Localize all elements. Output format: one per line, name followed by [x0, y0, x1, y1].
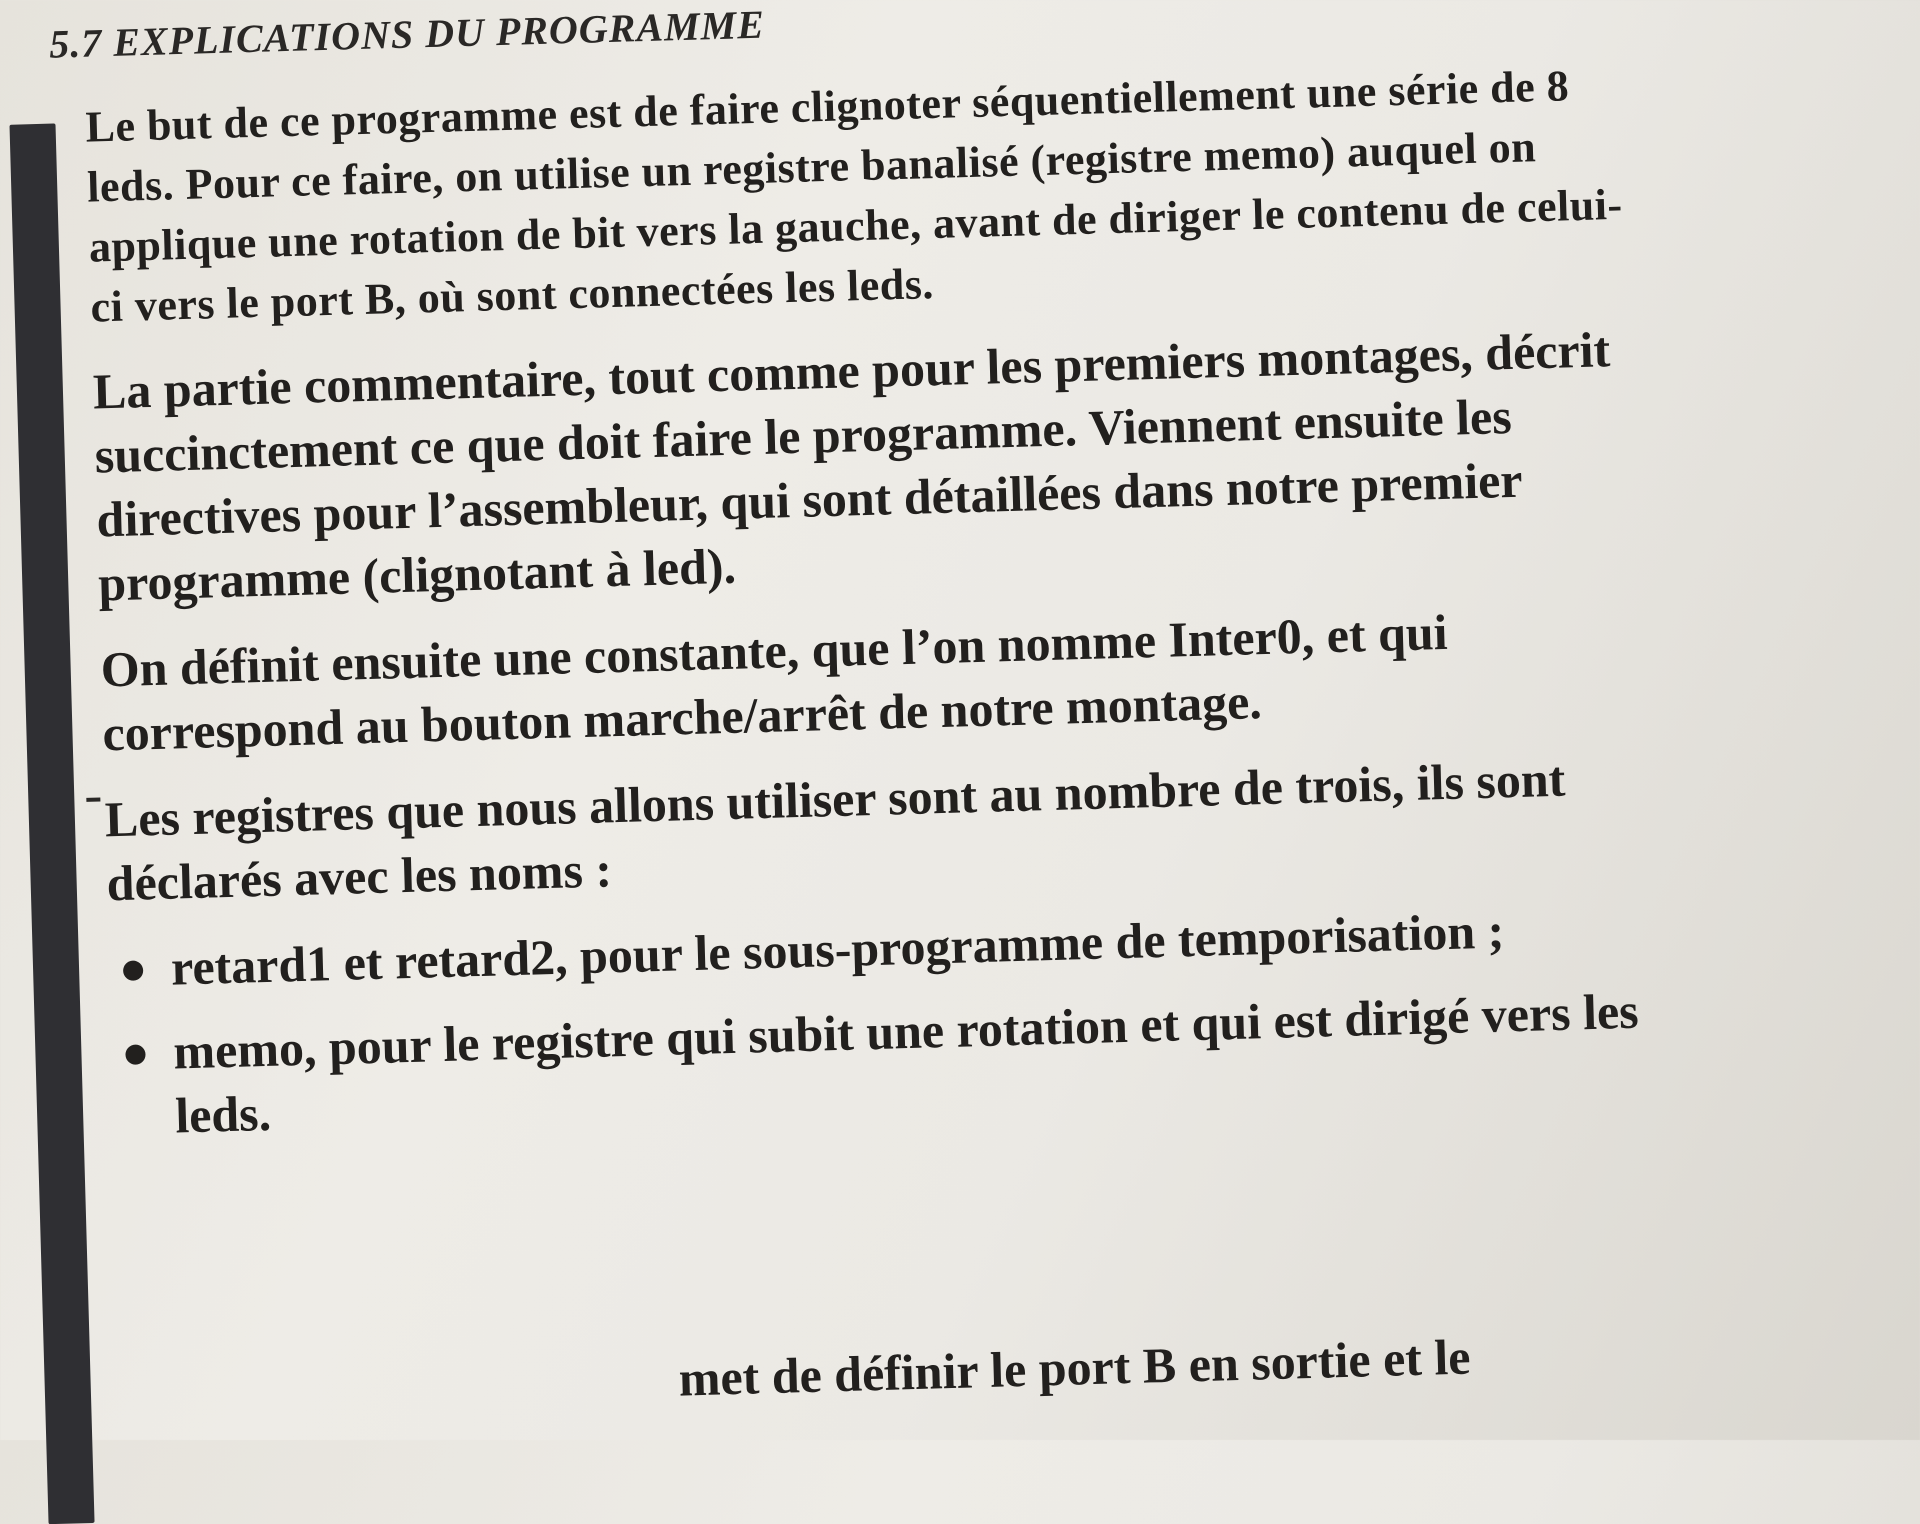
bullet-icon	[123, 960, 144, 981]
bullet-icon	[125, 1044, 146, 1065]
margin-bar	[9, 123, 94, 1524]
paragraph-commentaire: La partie commentaire, tout comme pour les premiers montages, décrit succinctement ce que doit faire le programme. Viennent ensuite les directives pour l’assembleur, qui sont détaillées dans notre premier programme (clignotant à led).	[92, 321, 1611, 612]
list-item	[111, 978, 1654, 1149]
body-text	[85, 55, 1654, 1170]
paragraph-registres: Les registres que nous allons utiliser sont au nombre de trois, ils sont déclarés avec les noms :	[104, 750, 1566, 912]
register-list	[108, 894, 1653, 1149]
section-heading: 5.7 EXPLICATIONS DU PROGRAMME	[48, 1, 766, 67]
paragraph-constante: On définit ensuite une constante, que l’on nomme Inter0, et qui correspond au bouton marche/arrêt de notre montage.	[99, 603, 1449, 762]
list-item-text: retard1 et retard2, pour le sous-programme de temporisation ;	[170, 902, 1505, 996]
cut-off-text-line: met de définir le port B en sortie et le	[677, 1328, 1472, 1407]
list-item-text: memo, pour le registre qui subit une rotation et qui est dirigé vers les leds.	[172, 982, 1640, 1144]
paragraph-intro: Le but de ce programme est de faire clignoter séquentiellement une série de 8 leds. Pour ce faire, on utilise un registre banalisé (registre memo) auquel on applique une rotation de bit vers la gauche, avant de diriger le contenu de celui-ci vers le port B, où sont connectées les leds.	[84, 61, 1624, 332]
margin-tick-mark	[86, 798, 100, 802]
